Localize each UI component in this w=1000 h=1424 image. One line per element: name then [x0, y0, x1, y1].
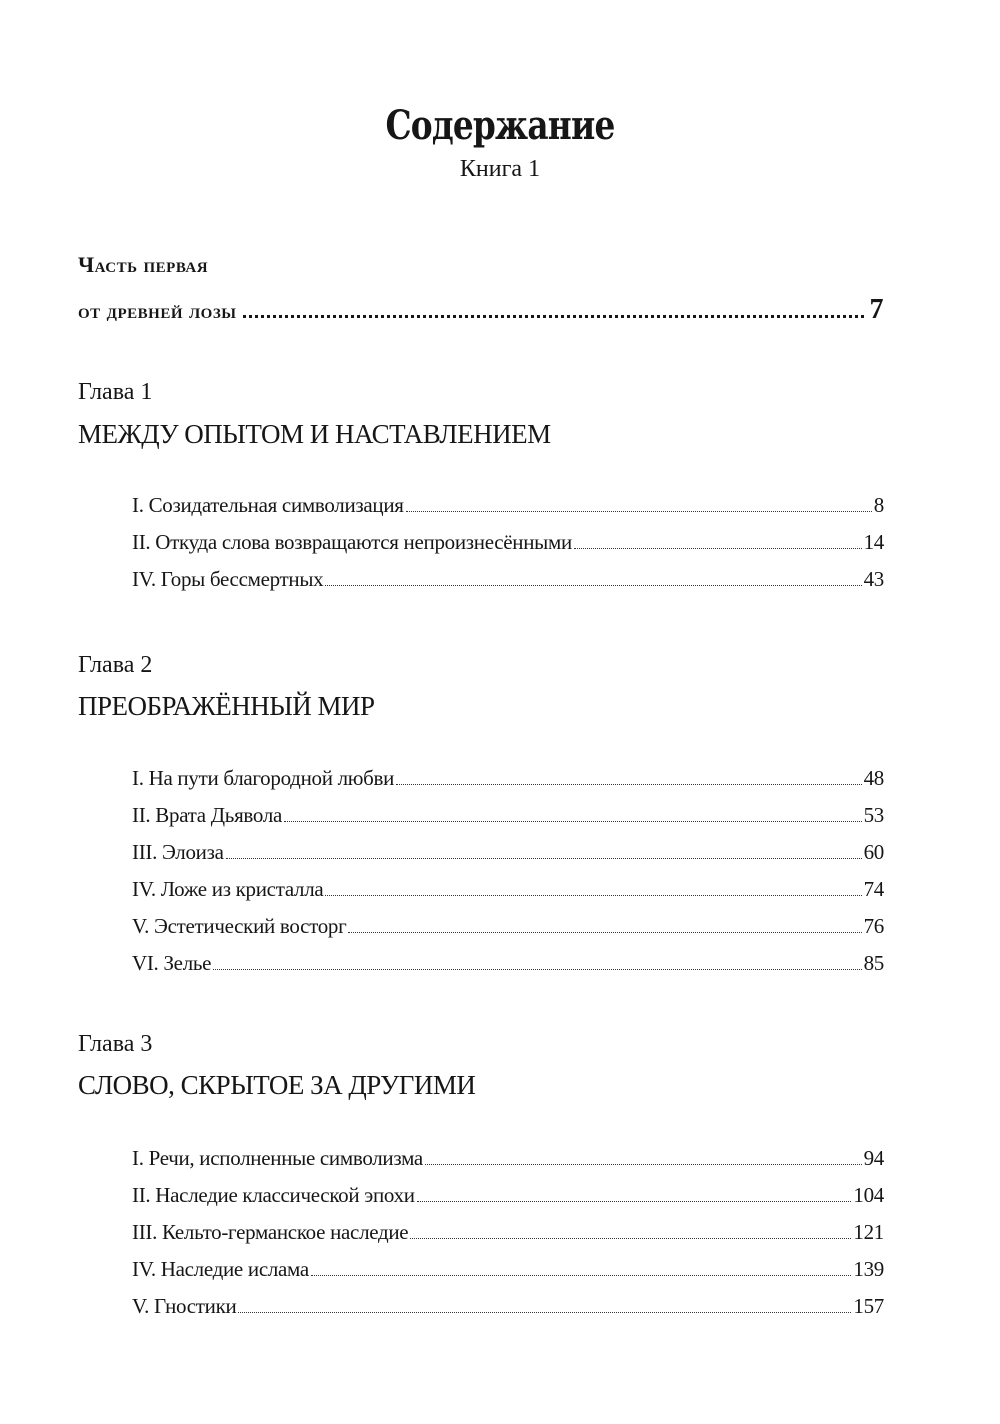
- toc-entry-title: II. Откуда слова возвращаются непроизнесёнными: [132, 530, 572, 554]
- toc-entry-title: I. На пути благородной любви: [132, 766, 395, 790]
- toc-entry[interactable]: [132, 1294, 884, 1324]
- dot-leader: [311, 1263, 851, 1276]
- dot-leader: [425, 1152, 862, 1165]
- toc-entry-page: 104: [853, 1183, 884, 1207]
- toc-entry-page: 94: [863, 1146, 884, 1170]
- chapter-1-label: Глава 1: [78, 379, 153, 405]
- chapter-2-label: Глава 2: [78, 652, 153, 678]
- toc-entry[interactable]: [132, 766, 884, 796]
- toc-entry-title: IV. Наследие ислама: [132, 1257, 309, 1281]
- toc-entry[interactable]: [132, 951, 884, 981]
- part-entry[interactable]: [78, 294, 884, 330]
- toc-entry[interactable]: [132, 1220, 884, 1250]
- toc-entry[interactable]: [132, 877, 884, 907]
- dot-leader: [238, 1300, 851, 1313]
- toc-entry-page: 121: [853, 1220, 884, 1244]
- toc-entry[interactable]: [132, 530, 884, 560]
- toc-entry[interactable]: [132, 914, 884, 944]
- toc-entry-title: II. Врата Дьявола: [132, 803, 283, 827]
- part-page-number: 7: [869, 294, 884, 325]
- chapter-2-title: ПРЕОБРАЖЁННЫЙ МИР: [78, 691, 375, 721]
- toc-entry-title: V. Эстетический восторг: [132, 914, 347, 938]
- toc-entry-title: IV. Ложе из кристалла: [132, 877, 324, 901]
- toc-entry-page: 60: [863, 840, 884, 864]
- toc-entry-title: IV. Горы бессмертных: [132, 567, 324, 591]
- toc-entry[interactable]: [132, 567, 884, 597]
- toc-entry-title: II. Наследие классической эпохи: [132, 1183, 415, 1207]
- chapter-3-label: Глава 3: [78, 1031, 153, 1057]
- dot-leader: [406, 499, 872, 512]
- dot-leader: [574, 536, 862, 549]
- toc-entry-page: 74: [863, 877, 884, 901]
- part-label: Часть первая: [78, 252, 209, 277]
- dot-leader: [284, 809, 862, 822]
- toc-entry[interactable]: [132, 840, 884, 870]
- toc-entry-page: 8: [873, 493, 884, 517]
- toc-entry-title: III. Кельто-германское наследие: [132, 1220, 409, 1244]
- toc-entry[interactable]: [132, 1257, 884, 1287]
- toc-entry-title: VI. Зелье: [132, 951, 212, 975]
- toc-entry[interactable]: [132, 1146, 884, 1176]
- toc-entry-page: 85: [863, 951, 884, 975]
- dot-leader: [410, 1226, 851, 1239]
- toc-entry-title: I. Созидательная символизация: [132, 493, 404, 517]
- page-title: Содержание: [385, 102, 615, 149]
- toc-entry-title: I. Речи, исполненные символизма: [132, 1146, 423, 1170]
- toc-entry-page: 48: [863, 766, 884, 790]
- dot-leader: [243, 301, 864, 318]
- dot-leader: [396, 772, 861, 785]
- dot-leader: [226, 846, 862, 859]
- toc-entry-page: 14: [863, 530, 884, 554]
- book-subtitle: Книга 1: [459, 156, 541, 182]
- toc-entry[interactable]: [132, 493, 884, 523]
- toc-entry-page: 43: [863, 567, 884, 591]
- toc-entry-title: V. Гностики: [132, 1294, 237, 1318]
- dot-leader: [325, 883, 861, 896]
- toc-entry-page: 53: [863, 803, 884, 827]
- toc-entry-title: III. Элоиза: [132, 840, 224, 864]
- toc-entry[interactable]: [132, 1183, 884, 1213]
- dot-leader: [325, 573, 861, 586]
- part-title: от древней лозы: [78, 298, 237, 323]
- dot-leader: [213, 957, 861, 970]
- toc-entry-page: 157: [853, 1294, 884, 1318]
- chapter-3-title: СЛОВО, СКРЫТОЕ ЗА ДРУГИМИ: [78, 1070, 476, 1100]
- chapter-1-title: МЕЖДУ ОПЫТОМ И НАСТАВЛЕНИЕМ: [78, 419, 551, 449]
- dot-leader: [417, 1189, 852, 1202]
- toc-entry-page: 139: [853, 1257, 884, 1281]
- toc-entry-page: 76: [863, 914, 884, 938]
- toc-entry[interactable]: [132, 803, 884, 833]
- dot-leader: [348, 920, 861, 933]
